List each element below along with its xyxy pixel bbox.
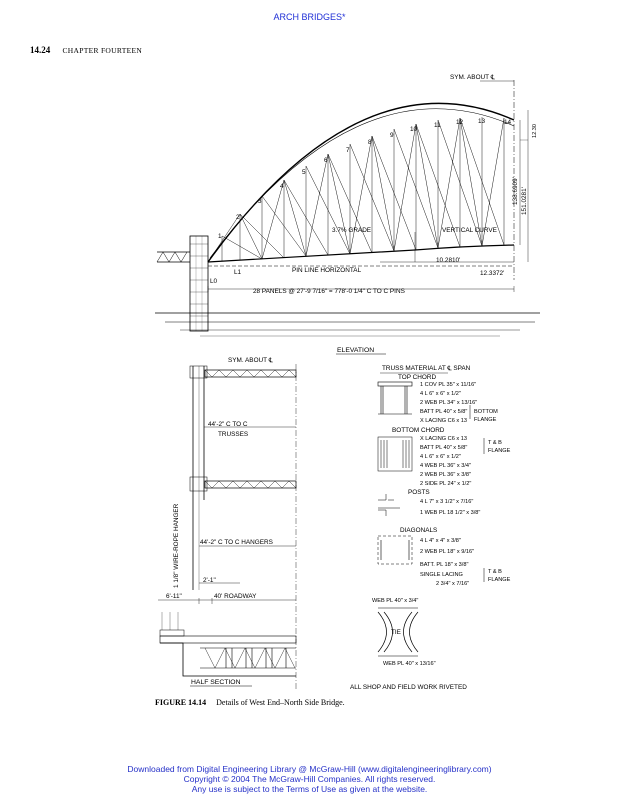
panel-point-6: 6 bbox=[324, 157, 328, 164]
list-item: 2 WEB PL 34" x 13/16" bbox=[420, 400, 478, 406]
vertical-curve-label: VERTICAL CURVE bbox=[442, 227, 497, 234]
footer-line-2: Copyright © 2004 The McGraw-Hill Companies. All rights reserved. bbox=[183, 774, 436, 784]
list-item: 4 L 6" x 6" x 1/2" bbox=[420, 454, 461, 460]
l0-label: L0 bbox=[210, 278, 218, 285]
l1-label: L1 bbox=[234, 269, 242, 276]
panel-point-13: 13 bbox=[478, 118, 486, 125]
chapter-title: CHAPTER FOURTEEN bbox=[62, 46, 143, 55]
dim-top: 12.30 bbox=[532, 124, 538, 138]
panel-point-11: 11 bbox=[434, 122, 441, 129]
offset-dim: 2'-1" bbox=[203, 577, 216, 584]
truss-material-title: TRUSS MATERIAL AT ℄ SPAN bbox=[382, 365, 471, 372]
list-item: BATT PL 40" x 5/8" bbox=[420, 409, 468, 415]
dim-rise-1: 10.2810' bbox=[436, 257, 461, 264]
list-item: 2 WEB PL 36" x 3/8" bbox=[420, 472, 472, 478]
list-item: SINGLE LACING bbox=[420, 572, 463, 578]
posts-list bbox=[420, 499, 480, 516]
book-section-title: ARCH BRIDGES* bbox=[273, 12, 346, 22]
panel-point-5: 5 bbox=[302, 169, 306, 176]
rivet-note: ALL SHOP AND FIELD WORK RIVETED bbox=[350, 684, 467, 691]
list-item: 2 SIDE PL 24" x 1/2" bbox=[420, 481, 472, 487]
download-footer bbox=[0, 764, 619, 794]
grade-label: 3.7% GRADE bbox=[332, 227, 372, 234]
top-chord-bracket-2: FLANGE bbox=[474, 417, 497, 423]
hangers-dim: 44'-2" C TO C HANGERS bbox=[200, 539, 273, 546]
list-item: 4 L 7" x 3 1/2" x 7/16" bbox=[420, 499, 474, 505]
list-item: 4 WEB PL 36" x 3/4" bbox=[420, 463, 472, 469]
posts-heading: POSTS bbox=[408, 489, 430, 496]
panel-point-14: 14 bbox=[504, 119, 512, 126]
top-chord-list bbox=[420, 382, 477, 424]
figure-caption-text: Details of West End–North Side Bridge. bbox=[216, 698, 345, 707]
list-item: 2 3/4" x 7/16" bbox=[436, 581, 470, 587]
list-item: 4 L 4" x 4" x 3/8" bbox=[420, 538, 461, 544]
elevation-title: ELEVATION bbox=[337, 347, 375, 354]
list-item: 2 WEB PL 18" x 9/16" bbox=[420, 549, 475, 555]
list-item: BATT. PL 18" x 3/8" bbox=[420, 562, 469, 568]
panel-point-9: 9 bbox=[390, 132, 394, 139]
elevation-sym-label: SYM. ABOUT ℄ bbox=[450, 74, 495, 81]
list-item: X LACING C6 x 13 bbox=[420, 418, 467, 424]
sidewalk-dim: 6'-11" bbox=[166, 593, 182, 600]
trusses-label: TRUSSES bbox=[218, 431, 249, 438]
bottom-chord-bracket-1: T & B bbox=[488, 440, 502, 446]
panel-point-12: 12 bbox=[456, 119, 464, 126]
roadway-dim: 40' ROADWAY bbox=[214, 593, 257, 600]
tie-web-bottom: WEB PL 40" x 13/16" bbox=[383, 661, 436, 667]
figure-caption bbox=[155, 698, 345, 707]
bottom-chord-heading: BOTTOM CHORD bbox=[392, 427, 445, 434]
panel-point-7: 7 bbox=[346, 147, 350, 154]
footer-line-1[interactable]: Downloaded from Digital Engineering Library @ McGraw-Hill (www.digitalengineeringlibrary.com) bbox=[127, 764, 492, 774]
diagonals-bracket-2: FLANGE bbox=[488, 577, 511, 583]
half-section-sym-label: SYM. ABOUT ℄ bbox=[228, 357, 273, 364]
dim-rise-2: 12.3372' bbox=[480, 270, 505, 277]
diagonals-list bbox=[420, 538, 474, 587]
bottom-chord-bracket-2: FLANGE bbox=[488, 448, 511, 454]
list-item: 4 L 6" x 6" x 1/2" bbox=[420, 391, 461, 397]
list-item: X LACING C6 x 13 bbox=[420, 436, 467, 442]
dim-height-2: 151.0281' bbox=[521, 187, 528, 215]
bottom-chord-list bbox=[420, 436, 471, 487]
panels-label: 28 PANELS @ 27'-9 7/16" = 778'-0 1/4" C TO C PINS bbox=[253, 288, 405, 295]
figure-number: FIGURE 14.14 bbox=[155, 698, 207, 707]
trusses-dim: 44'-2" C TO C bbox=[208, 421, 248, 428]
diagonals-bracket-1: T & B bbox=[488, 569, 502, 575]
panel-point-1: 1 bbox=[218, 233, 222, 240]
hanger-label: 1 1/8" WIRE-ROPE HANGER bbox=[173, 503, 180, 588]
page-number: 14.24 bbox=[30, 45, 51, 55]
diagonals-heading: DIAGONALS bbox=[400, 527, 438, 534]
panel-point-2: 2 bbox=[236, 214, 240, 221]
panel-point-10: 10 bbox=[410, 126, 418, 133]
top-chord-heading: TOP CHORD bbox=[398, 374, 437, 381]
list-item: 1 WEB PL 18 1/2" x 3/8" bbox=[420, 510, 481, 516]
tie-web-top: WEB PL 40" x 3/4" bbox=[372, 598, 419, 604]
list-item: BATT PL 40" x 5/8" bbox=[420, 445, 468, 451]
dim-height-1: 138.6909' bbox=[512, 177, 519, 205]
pin-line-label: PIN LINE HORIZONTAL bbox=[292, 267, 362, 274]
tie-label: TIE bbox=[391, 629, 401, 636]
half-section-title: HALF SECTION bbox=[191, 679, 241, 686]
footer-line-3[interactable]: Any use is subject to the Terms of Use as given at the website. bbox=[191, 784, 428, 794]
list-item: 1 COV PL 35" x 11/16" bbox=[420, 382, 477, 388]
panel-point-8: 8 bbox=[368, 139, 372, 146]
panel-point-3: 3 bbox=[258, 198, 262, 205]
top-chord-bracket-1: BOTTOM bbox=[474, 409, 498, 415]
panel-point-4: 4 bbox=[280, 183, 284, 190]
